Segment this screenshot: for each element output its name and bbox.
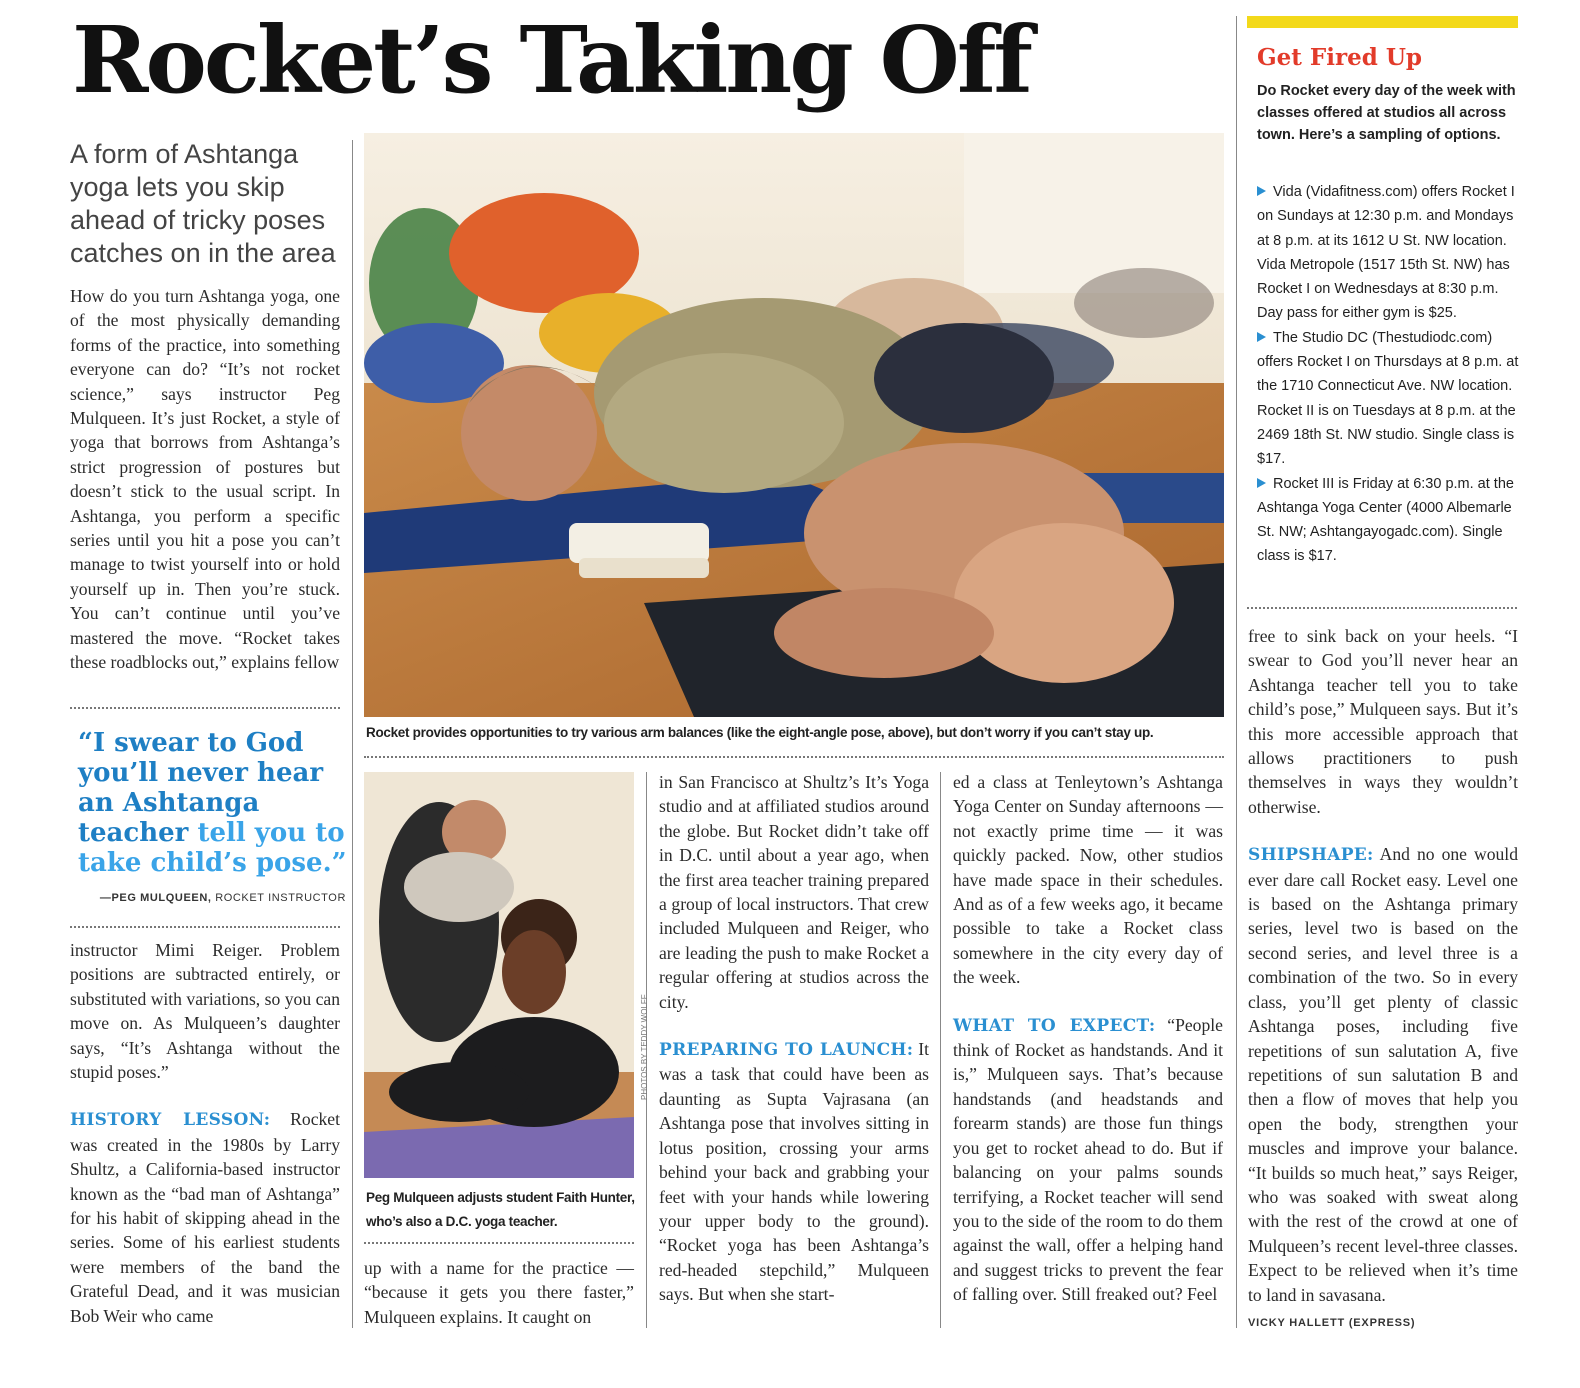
- main-photo-illustration: [364, 133, 1224, 717]
- column-5: [1248, 624, 1518, 1335]
- paragraph: [1248, 842, 1518, 1307]
- sidebar-intro: Do Rocket every day of the week with classes offered at studios all across town. Here’s a sampling of options.: [1257, 83, 1516, 143]
- bullet-triangle-icon: [1257, 186, 1266, 196]
- small-photo-illustration: [364, 772, 634, 1178]
- small-photo-caption: Peg Mulqueen adjusts student Faith Hunter, who’s also a D.C. yoga teacher.: [366, 1190, 635, 1229]
- column-3: [659, 770, 929, 1307]
- divider: [1247, 607, 1517, 609]
- sidebar-list-item: [1257, 472, 1519, 569]
- pull-quote: [78, 728, 348, 878]
- sidebar-accent-bar: [1247, 16, 1518, 28]
- paragraph: free to sink back on your heels. “I swear to God you’ll never hear an Ashtanga teacher tell you to take child’s pose,” Mulqueen says. But it’s this more accessible approach that allows practitioners to push themselves in ways they wouldn’t otherwise.: [1248, 626, 1518, 817]
- paragraph: [70, 1107, 340, 1328]
- column-rule: [940, 772, 941, 1328]
- subhead-what-to-expect: WHAT TO EXPECT:: [953, 1015, 1156, 1036]
- sidebar-item-text: Rocket III is Friday at 6:30 p.m. at the Ashtanga Yoga Center (4000 Albemarle St. NW; Ashtangayogadc.com). Single class is $17.: [1257, 475, 1514, 565]
- main-photo: [364, 133, 1224, 717]
- paragraph: instructor Mimi Reiger. Problem positions are subtracted entirely, or substituted with variations, so you can move on. As Mulqueen’s daughter says, “It’s Ashtanga without the stupid poses.”: [70, 940, 340, 1083]
- sidebar-title: Get Fired Up: [1257, 44, 1422, 71]
- paragraph-text: Rocket was created in the 1980s by Larry Shultz, a California-based instructor known as the “bad man of Ashtanga” for his habit of skipping ahead in the series. Some of his earliest students were members of the band the Grateful Dead, and it was musician Bob Weir who came: [70, 1109, 340, 1326]
- divider: [70, 926, 340, 928]
- paragraph: How do you turn Ashtanga yoga, one of the most physically demanding forms of the practice, into something everyone can do? “It’s not rocket science,” says instructor Peg Mulqueen. It’s just Rocket, a style of yoga that borrows from Ashtanga’s strict progression of postures but doesn’t stick to the usual script. In Ashtanga, you perform a specific series until you hit a pose you can’t manage to twist yourself into or hold yourself up in. Then you’re stuck. You can’t continue until you’ve mastered the move. “Rocket takes these roadblocks out,” explains fellow: [70, 286, 340, 673]
- bullet-triangle-icon: [1257, 332, 1266, 342]
- sidebar-item-text: The Studio DC (Thestudiodc.com) offers Rocket I on Thursdays at 8 p.m. at the 1710 Connecticut Ave. NW location. Rocket II is on Tuesdays at 8 p.m. at the 2469 18th St. NW studio. Single class is $17.: [1257, 329, 1519, 468]
- sidebar-item-text: Vida (Vidafitness.com) offers Rocket I on Sundays at 12:30 p.m. and Mondays at 8 p.m. at its 1612 U St. NW location. Vida Metropole (1517 15th St. NW) has Rocket I on Wednesdays at 8:30 p.m. Day pass for either gym is $25.: [1257, 184, 1515, 322]
- column-1-bottom: [70, 938, 340, 1328]
- paragraph: ed a class at Tenleytown’s Ashtanga Yoga Center on Sunday afternoons — not exactly prime time — it was quickly packed. Now, other studios have made space in their schedules. And as of a few weeks ago, it became possible to take a Rocket class somewhere in the city every day of the week.: [953, 772, 1223, 988]
- divider: [364, 756, 1224, 758]
- paragraph: [953, 1013, 1223, 1307]
- paragraph-text: It was a task that could have been as daunting as Supta Vajrasana (an Ashtanga pose that involves sitting in lotus position, crossing your arms behind your back and grabbing your feet with your hands while lowering your upper body to the ground). “Rocket yoga has been Ashtanga’s red-headed stepchild,” Mulqueen says. But when she start-: [659, 1039, 929, 1305]
- bullet-triangle-icon: [1257, 478, 1266, 488]
- credit-role: ROCKET INSTRUCTOR: [215, 892, 346, 904]
- dek: A form of Ashtanga yoga lets you skip ahead of tricky poses catches on in the area: [70, 139, 336, 268]
- column-1-top: [70, 284, 340, 675]
- paragraph: in San Francisco at Shultz’s It’s Yoga studio and at affiliated studios around the globe. But Rocket didn’t take off in D.C. until about a year ago, when the first area teacher training prepared a group of local instructors. That crew included Mulqueen and Reiger, who are leading the push to make Rocket a regular offering at studios across the city.: [659, 772, 929, 1012]
- paragraph: up with a name for the practice — “because it gets you there faster,” Mulqueen explains. It caught on: [364, 1258, 634, 1327]
- sidebar-list-item: [1257, 180, 1519, 326]
- main-photo-caption: Rocket provides opportunities to try various arm balances (like the eight-angle pose, above), but don’t worry if you can’t stay up.: [366, 725, 1154, 740]
- pull-quote-text: “I swear to God you’ll never hear an Ashtanga teacher: [78, 728, 324, 848]
- column-rule: [1236, 16, 1237, 1328]
- column-4: [953, 770, 1223, 1307]
- subhead-shipshape: SHIPSHAPE:: [1248, 845, 1374, 866]
- pull-quote-credit: [80, 892, 346, 904]
- headline: Rocket’s Taking Off: [72, 6, 1030, 114]
- subhead-preparing-to-launch: PREPARING TO LAUNCH:: [659, 1040, 914, 1061]
- byline: VICKY HALLETT (EXPRESS): [1248, 1316, 1416, 1329]
- paragraph-text: “People think of Rocket as handstands. And it is,” Mulqueen says. That’s because handstands (and headstands and forearm stands) are those fun things you get to rocket ahead to do. But if balancing on your palms sounds terrifying, a Rocket teacher will send you to the side of the room to do them against the wall, offer a helping hand and suggest tricks to prevent the fear of falling over. Still freaked out? Feel: [953, 1014, 1223, 1305]
- paragraph: [659, 1037, 929, 1306]
- sidebar-list-item: [1257, 326, 1519, 472]
- photo-credit: PHOTOS BY TEDDY WOLFF: [640, 994, 649, 1100]
- pull-quote-text-end: tell you to take child’s pose.”: [78, 818, 347, 878]
- sidebar-list: [1257, 180, 1519, 569]
- divider: [70, 707, 340, 709]
- column-rule: [352, 140, 353, 1328]
- subhead-history-lesson: HISTORY LESSON:: [70, 1110, 271, 1131]
- column-2-bottom: [364, 1256, 634, 1329]
- credit-name: —PEG MULQUEEN,: [99, 892, 212, 904]
- paragraph-text: And no one would ever dare call Rocket easy. Level one is based on the Ashtanga primary series, level two is based on the second series, and level three is a combination of the two. So in every class, you’ll get plenty of classic Ashtanga poses, including five repetitions of sun salutation A, five repetitions of sun salutation B and then a flow of moves that help you open the body, strengthen your muscles and improve your balance. “It builds so much heat,” says Reiger, who was soaked with sweat along with the rest of the crowd at one of Mulqueen’s recent level-three classes. Expect to be relieved when it’s time to land in savasana.: [1248, 844, 1518, 1305]
- small-photo: [364, 772, 634, 1178]
- divider: [364, 1242, 634, 1244]
